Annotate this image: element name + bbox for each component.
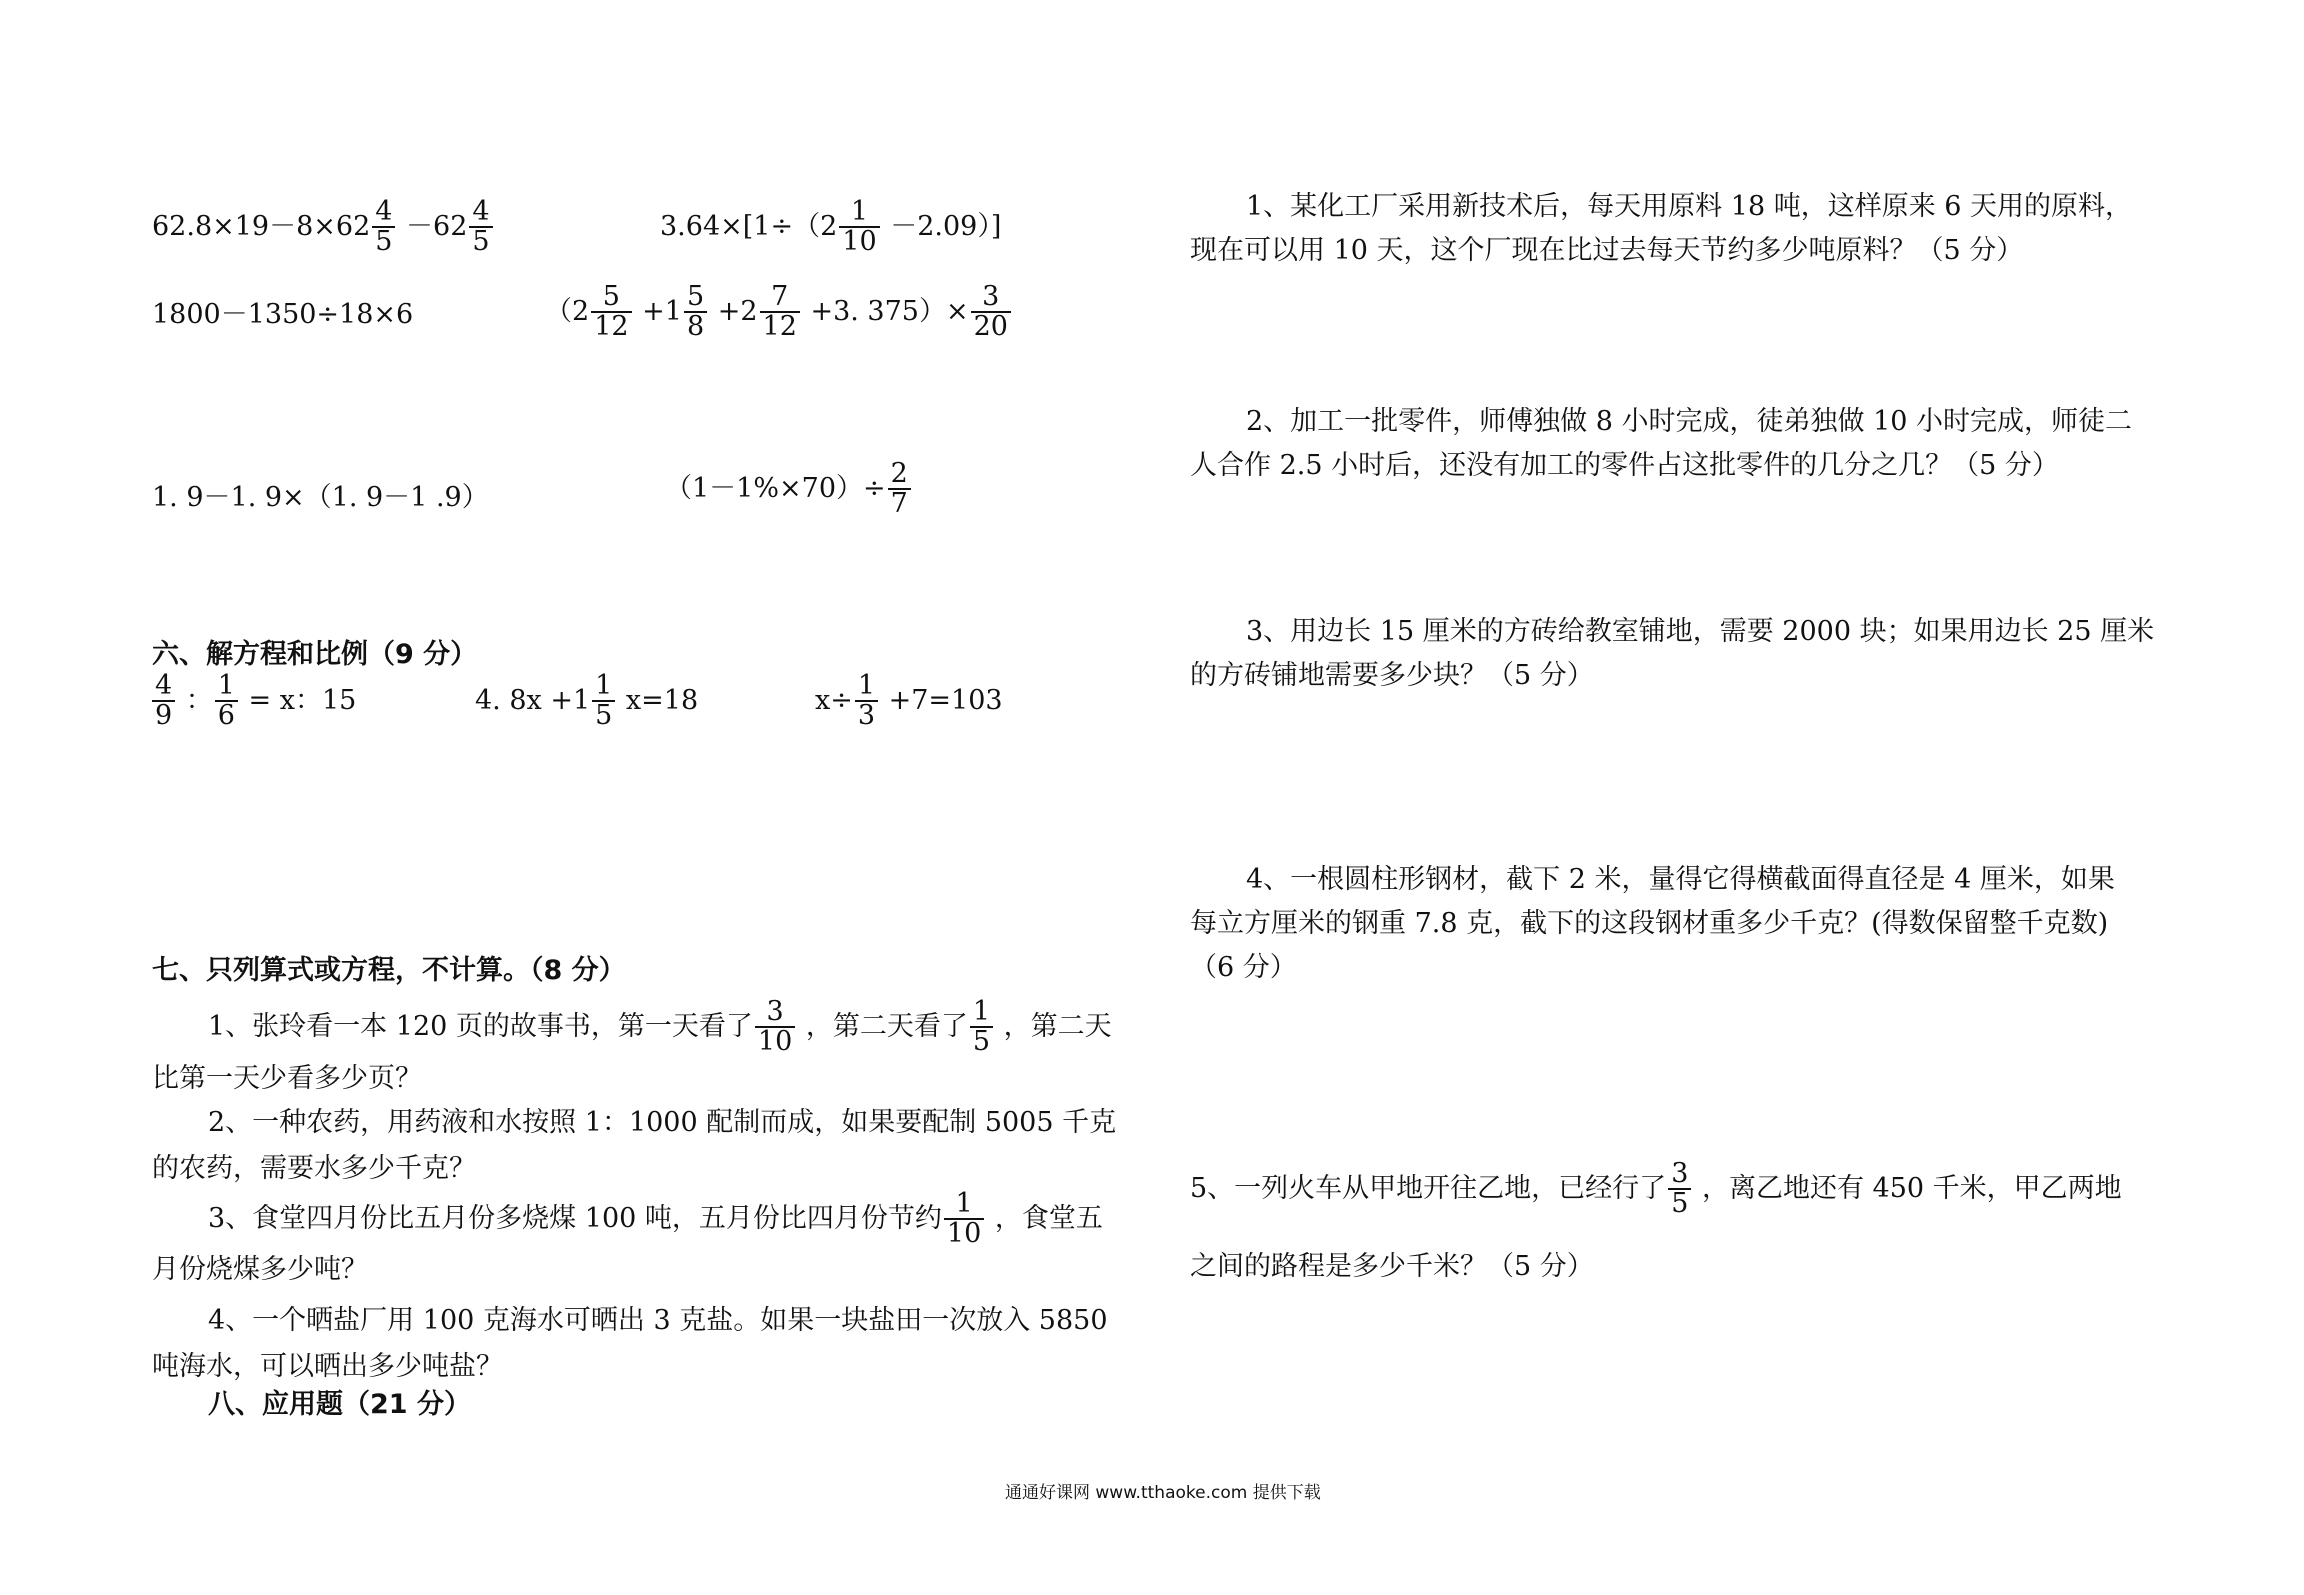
calc-expression-3: 1800－1350÷18×6 xyxy=(152,299,414,330)
question-7-3: 3、食堂四月份比五月份多烧煤 100 吨，五月份比四月份节约 $\frac{1}{10}$ ，食堂五 月份烧煤多少吨？ xyxy=(152,1188,1103,1285)
section-7-title: 七、只列算式或方程，不计算。（8 分） xyxy=(152,955,626,986)
fraction: $\frac{1}{10}$ xyxy=(944,1190,984,1249)
problem-3: 3、用边长 15 厘米的方砖给教室铺地，需要 2000 块；如果用边长 25 厘米 的方砖铺地需要多少块？（5 分） xyxy=(1190,616,2155,691)
calc-expression-4: （2 $\frac{5}{12}$ +1 $\frac{5}{8}$ +2 $\frac{7}{12}$ +3. 375）× $\frac{3}{20}$ xyxy=(545,283,1013,342)
fraction: $\frac{1}{5}$ xyxy=(592,672,615,731)
fraction: $\frac{4}{5}$ xyxy=(372,198,395,257)
fraction: $\frac{1}{10}$ xyxy=(839,198,879,257)
calc-expression-6: （1－1%×70）÷ $\frac{2}{7}$ xyxy=(665,460,913,519)
question-7-4: 4、一个晒盐厂用 100 克海水可晒出 3 克盐。如果一块盐田一次放入 5850 吨海水，可以晒出多少吨盐？ xyxy=(152,1305,1108,1382)
fraction: $\frac{4}{5}$ xyxy=(469,198,492,257)
fraction: $\frac{4}{9}$ xyxy=(152,672,175,731)
equation-1: $\frac{4}{9}$ ： $\frac{1}{6}$ = x：15 xyxy=(150,672,356,731)
fraction: $\frac{3}{20}$ xyxy=(971,283,1011,342)
footer-text: 通通好课网 www.tthaoke.com 提供下载 xyxy=(1005,1483,1321,1503)
fraction: $\frac{3}{10}$ xyxy=(755,998,795,1057)
fraction: $\frac{1}{3}$ xyxy=(855,672,878,731)
fraction: $\frac{5}{8}$ xyxy=(684,283,707,342)
calc-expression-1: 62.8×19－8×62 $\frac{4}{5}$ －62 $\frac{4}{5}$ xyxy=(152,198,495,257)
problem-4: 4、一根圆柱形钢材，截下 2 米，量得它得横截面得直径是 4 厘米，如果 每立方厘米的钢重 7.8 克，截下的这段钢材重多少千克？(得数保留整千克数) （6 分） xyxy=(1190,864,2115,983)
section-6-title: 六、解方程和比例（9 分） xyxy=(152,639,478,670)
calc-expression-2: 3.64×[1÷（2 $\frac{1}{10}$ －2.09）] xyxy=(660,196,1002,258)
equation-2: 4. 8x +1 $\frac{1}{5}$ x=18 xyxy=(475,670,699,732)
problem-5: 5、一列火车从甲地开往乙地，已经行了 $\frac{3}{5}$ ，离乙地还有 450 千米，甲乙两地 之间的路程是多少千米？（5 分） xyxy=(1190,1158,2122,1282)
fraction: $\frac{2}{7}$ xyxy=(888,460,911,519)
fraction: $\frac{7}{12}$ xyxy=(760,283,800,342)
section-8-title: 八、应用题（21 分） xyxy=(208,1389,471,1420)
fraction: $\frac{5}{12}$ xyxy=(591,283,631,342)
fraction: $\frac{1}{5}$ xyxy=(970,998,993,1057)
fraction: $\frac{3}{5}$ xyxy=(1668,1160,1691,1219)
equation-3: x÷ $\frac{1}{3}$ +7=103 xyxy=(815,670,1003,732)
problem-2: 2、加工一批零件，师傅独做 8 小时完成，徒弟独做 10 小时完成，师徒二 人合作 2.5 小时后，还没有加工的零件占这批零件的几分之几？（5 分） xyxy=(1190,406,2133,481)
calc-expression-5: 1. 9－1. 9×（1. 9－1 .9） xyxy=(152,482,489,513)
problem-1: 1、某化工厂采用新技术后，每天用原料 18 吨，这样原来 6 天用的原料， 现在可以用 10 天，这个厂现在比过去每天节约多少吨原料？（5 分） xyxy=(1190,191,2133,266)
fraction: $\frac{1}{6}$ xyxy=(215,672,238,731)
question-7-1: 1、张玲看一本 120 页的故事书，第一天看了 $\frac{3}{10}$ ，第二天看了 $\frac{1}{5}$ ，第二天 比第一天少看多少页？ xyxy=(152,996,1112,1094)
question-7-2: 2、一种农药，用药液和水按照 1：1000 配制而成，如果要配制 5005 千克 的农药，需要水多少千克？ xyxy=(152,1107,1117,1184)
